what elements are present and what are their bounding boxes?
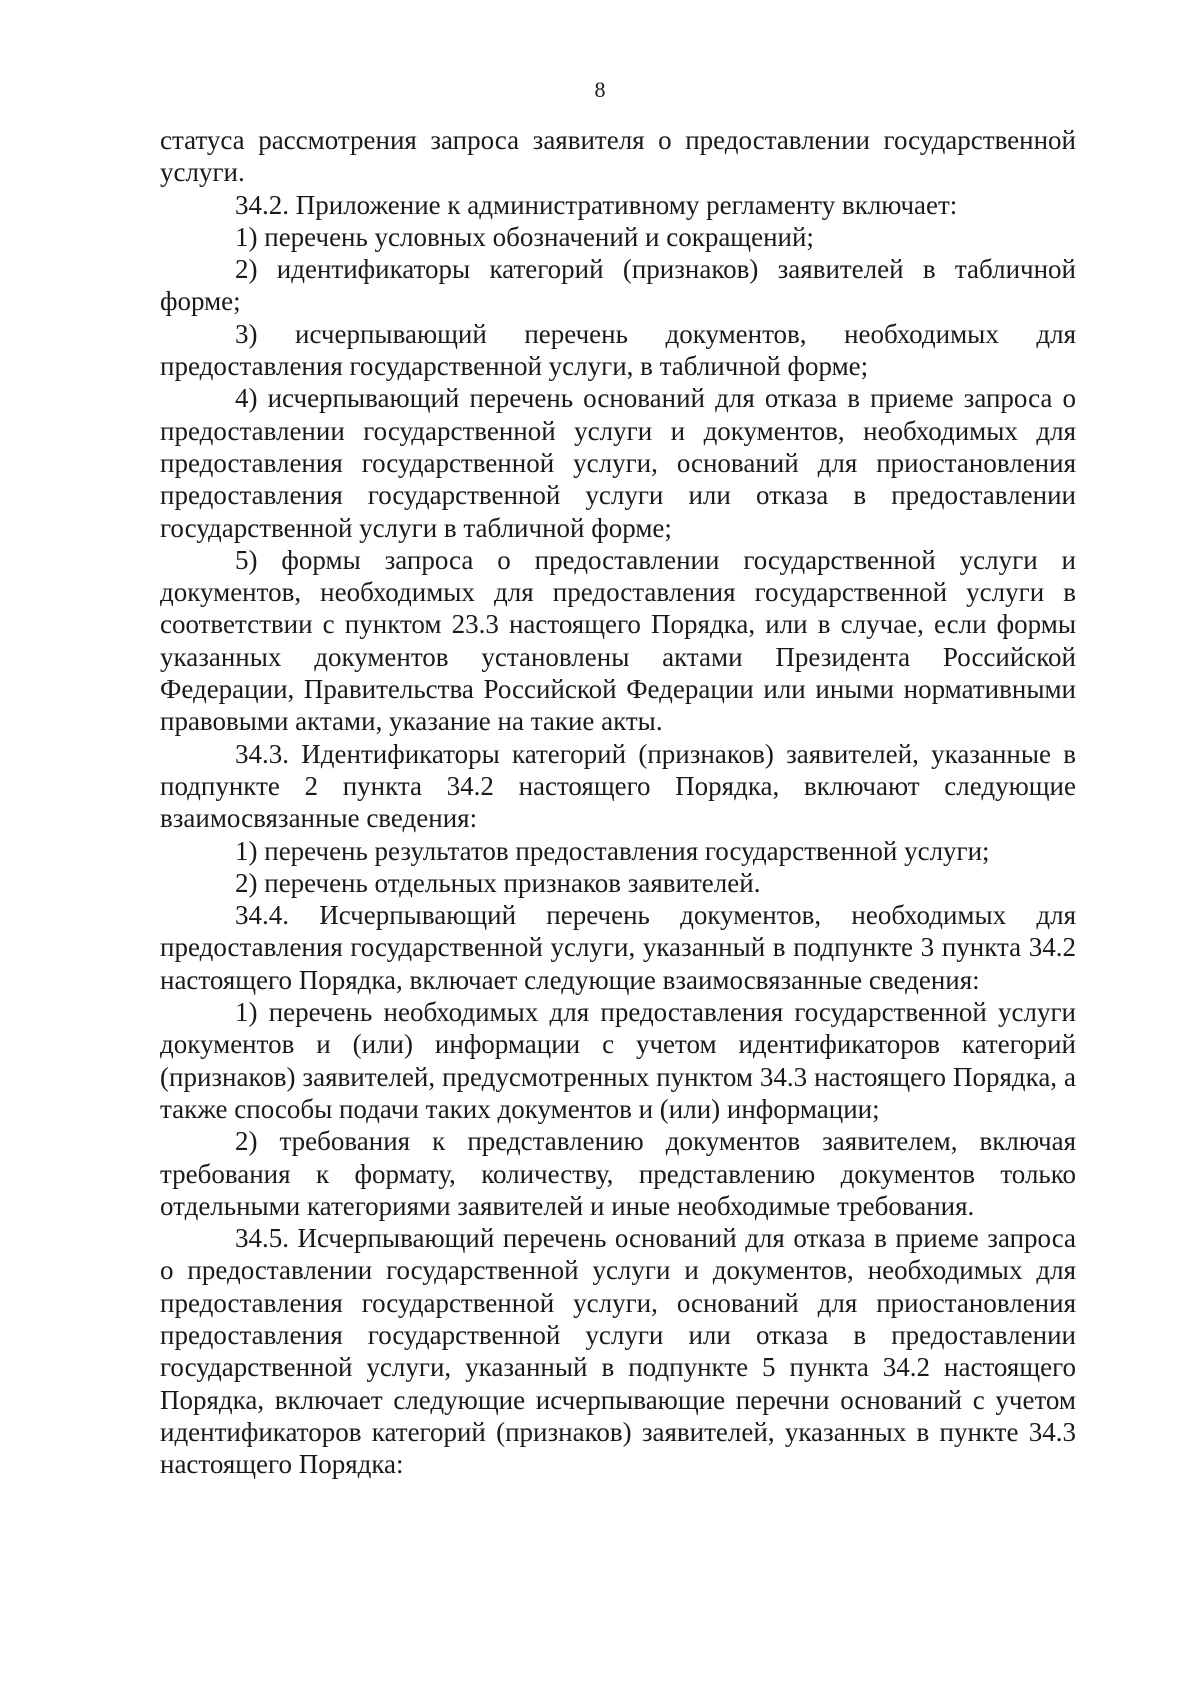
list-item-34-2-4: 4) исчерпывающий перечень оснований для отказа в приеме запроса о предоставлении государственной услуги и документов, необходимых для предоставления государственной услуги, оснований для приостановления предоставления государственной услуги или отказа в предоставлении государственной услуги в табличной форме; bbox=[160, 383, 1076, 543]
list-item-34-4-2: 2) требования к представлению документов заявителем, включая требования к формату, количеству, представлению документов только отдельными категориями заявителей и иные необходимые требования. bbox=[160, 1126, 1076, 1221]
paragraph-34-4: 34.4. Исчерпывающий перечень документов, необходимых для предоставления государственной услуги, указанный в подпункте 3 пункта 34.2 настоящего Порядка, включает следующие взаимосвязанные сведения: bbox=[160, 900, 1076, 995]
paragraph-34-2: 34.2. Приложение к административному регламенту включает: bbox=[235, 189, 958, 220]
paragraph-continuation: статуса рассмотрения запроса заявителя о предоставлении государственной услуги. bbox=[160, 125, 1076, 188]
page-number: 8 bbox=[594, 77, 606, 102]
paragraph-34-5: 34.5. Исчерпывающий перечень оснований для отказа в приеме запроса о предоставлении государственной услуги и документов, необходимых для предоставления государственной услуги, оснований для приостановления предоставления государственной услуги или отказа в предоставлении государственной услуги, указанный в подпункте 5 пункта 34.2 настоящего Порядка, включает следующие исчерпывающие перечни оснований с учетом идентификаторов категорий (признаков) заявителей, указанных в пункте 34.3 настоящего Порядка: bbox=[160, 1223, 1076, 1480]
list-item-34-4-1: 1) перечень необходимых для предоставления государственной услуги документов и (или) информации с учетом идентификаторов категорий (признаков) заявителей, предусмотренных пунктом 34.3 настоящего Порядка, а также способы подачи таких документов и (или) информации; bbox=[160, 997, 1076, 1124]
list-item-34-2-2: 2) идентификаторы категорий (признаков) заявителей в табличной форме; bbox=[160, 254, 1076, 317]
list-item-34-2-3: 3) исчерпывающий перечень документов, необходимых для предоставления государственной услуги, в табличной форме; bbox=[160, 318, 1076, 382]
document-body bbox=[160, 124, 1076, 1480]
list-item-34-3-2: 2) перечень отдельных признаков заявителей. bbox=[235, 867, 761, 898]
list-item-34-2-1: 1) перечень условных обозначений и сокращений; bbox=[235, 221, 814, 252]
paragraph-34-3: 34.3. Идентификаторы категорий (признаков) заявителей, указанные в подпункте 2 пункта 34.2 настоящего Порядка, включают следующие взаимосвязанные сведения: bbox=[160, 738, 1076, 834]
list-item-34-3-1: 1) перечень результатов предоставления государственной услуги; bbox=[235, 835, 990, 866]
list-item-34-2-5: 5) формы запроса о предоставлении государственной услуги и документов, необходимых для предоставления государственной услуги в соответствии с пунктом 23.3 настоящего Порядка, или в случае, если формы указанных документов установлены актами Президента Российской Федерации, Правительства Российской Федерации или иными нормативными правовыми актами, указание на такие акты. bbox=[160, 544, 1076, 737]
